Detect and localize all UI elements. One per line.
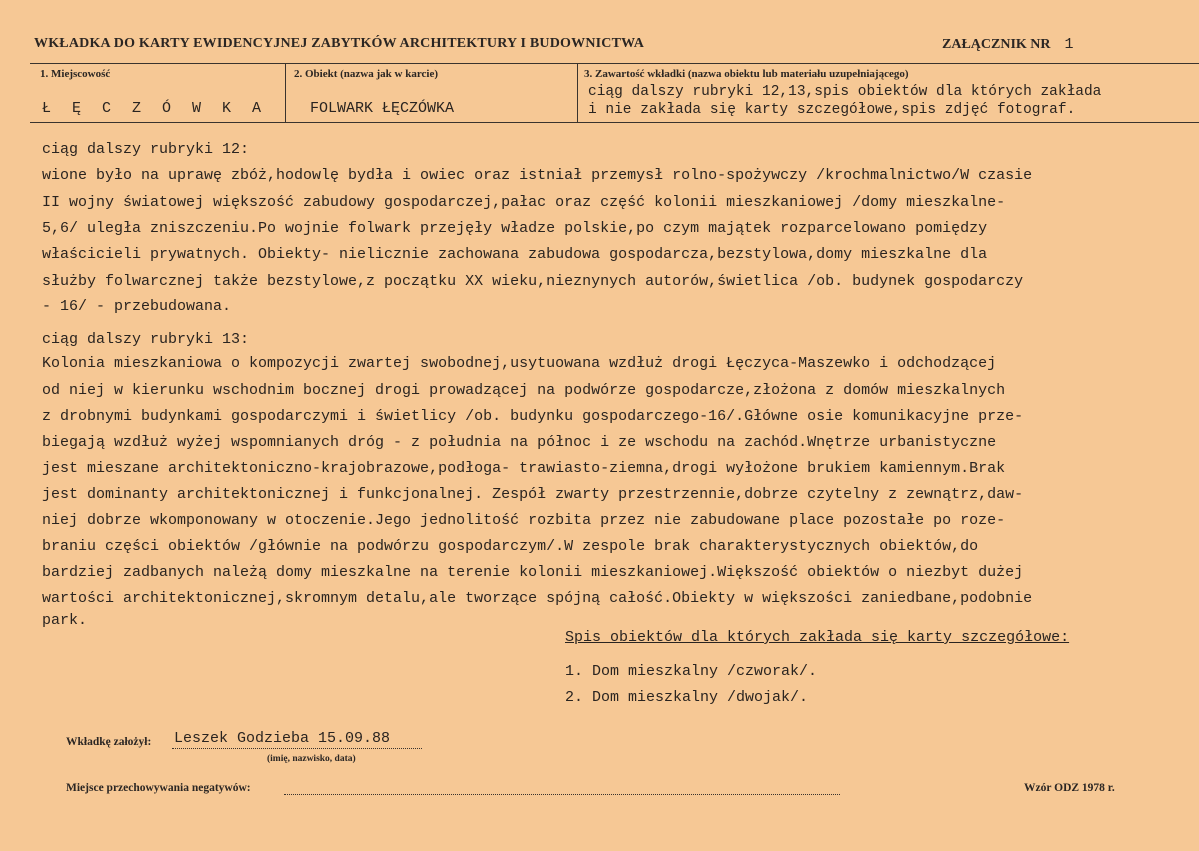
objects-list-item: 2. Dom mieszkalny /dwojak/. [565, 689, 809, 706]
founder-dotted-line [172, 748, 422, 749]
body-line: ciąg dalszy rubryki 12: [42, 141, 250, 158]
body-line: od niej w kierunku wschodnim bocznej drogi prowadzącej na podwórze gospodarcze,złożona z domów mieszkalnych [42, 382, 1006, 399]
field-3-line: i nie zakłada się karty szczegółowe,spis zdjęć fotograf. [588, 102, 1076, 118]
storage-label: Miejsce przechowywania negatywów: [66, 782, 251, 794]
founder-label: Wkładkę założył: [66, 736, 152, 748]
founder-hint: (imię, nazwisko, data) [267, 754, 356, 764]
founder-value: Leszek Godzieba 15.09.88 [174, 730, 391, 747]
header-title: WKŁADKA DO KARTY EWIDENCYJNEJ ZABYTKÓW ARCHITEKTURY I BUDOWNICTWA [34, 36, 645, 51]
body-line: służby folwarcznej także bezstylowe,z początku XX wieku,nieznynych autorów,świetlica /ob. budynek gospodarczy [42, 273, 1024, 290]
objects-list-title: Spis obiektów dla których zakłada się karty szczegółowe: [565, 629, 1070, 646]
field-2-label: 2. Obiekt (nazwa jak w karcie) [294, 68, 439, 80]
annex-number: 1 [1064, 36, 1074, 53]
field-3-value [588, 83, 1101, 119]
field-2-value: FOLWARK ŁĘCZÓWKA [310, 100, 455, 117]
top-rule [30, 63, 1199, 64]
body-line: Kolonia mieszkaniowa o kompozycji zwartej swobodnej,usytuowana wzdłuż drogi Łęczyca-Maszewko i odchodzącej [42, 355, 997, 372]
body-line: 5,6/ uległa zniszczeniu.Po wojnie folwark przejęły władze polskie,po czym majątek rozparcelowano pomiędzy [42, 220, 988, 237]
field-3-label: 3. Zawartość wkładki (nazwa obiektu lub materiału uzupełniającego) [584, 68, 909, 80]
body-line: wartości architektonicznej,skromnym detalu,ale tworzące spójną całość.Obiekty w większości zaniedbane,podobnie [42, 590, 1033, 607]
body-line: braniu części obiektów /głównie na podwórzu gospodarczym/.W zespole brak charakterystycznych obiektów,do [42, 538, 979, 555]
body-line: jest dominanty architektonicznej i funkcjonalnej. Zespół zwarty przestrzennie,dobrze czytelny z zewnątrz,daw- [42, 486, 1024, 503]
field-divider-2 [577, 64, 578, 122]
field-3-line: ciąg dalszy rubryki 12,13,spis obiektów dla których zakłada [588, 84, 1102, 100]
fields-bottom-rule [30, 122, 1199, 123]
body-line: II wojny światowej większość zabudowy gospodarczej,pałac oraz część kolonii mieszkaniowej /domy mieszkalne- [42, 194, 1006, 211]
body-line: biegają wzdłuż wyżej wspomnianych dróg - z południa na północ i ze wschodu na zachód.Wnętrze urbanistyczne [42, 434, 997, 451]
body-line: z drobnymi budynkami gospodarczymi i świetlicy /ob. budynku gospodarczego-16/.Główne osie komunikacyjne prze- [42, 408, 1024, 425]
objects-list-item: 1. Dom mieszkalny /czworak/. [565, 663, 818, 680]
body-line: - 16/ - przebudowana. [42, 298, 232, 315]
field-divider-1 [285, 64, 286, 122]
body-line: wione było na uprawę zbóż,hodowlę bydła i owiec oraz istniał przemysł rolno-spożywczy /krochmalnictwo/W czasie [42, 167, 1033, 184]
body-line: bardziej zadbanych należą domy mieszkalne na terenie kolonii mieszkaniowej.Większość obiektów o niezbyt dużej [42, 564, 1024, 581]
annex-label-text: ZAŁĄCZNIK NR [942, 37, 1051, 52]
body-line: jest mieszane architektoniczno-krajobrazowe,podłoga- trawiasto-ziemna,drogi wyłożone brukiem kamiennym.Brak [42, 460, 1006, 477]
field-1-value: Ł Ę C Z Ó W K A [42, 100, 268, 117]
body-line: właścicieli prywatnych. Obiekty- nielicznie zachowana zabudowa gospodarcza,bezstylowa,domy mieszkalne dla [42, 246, 988, 263]
field-1-label: 1. Miejscowość [40, 68, 111, 80]
storage-dotted-line [284, 794, 840, 795]
body-line: ciąg dalszy rubryki 13: [42, 331, 250, 348]
body-line: niej dobrze wkomponowany w otoczenie.Jego jednolitość rozbita przez nie zabudowane place pozostałe po roze- [42, 512, 1006, 529]
pattern-label: Wzór ODZ 1978 r. [1024, 782, 1115, 794]
body-line: park. [42, 612, 88, 629]
annex-label [942, 36, 1074, 53]
